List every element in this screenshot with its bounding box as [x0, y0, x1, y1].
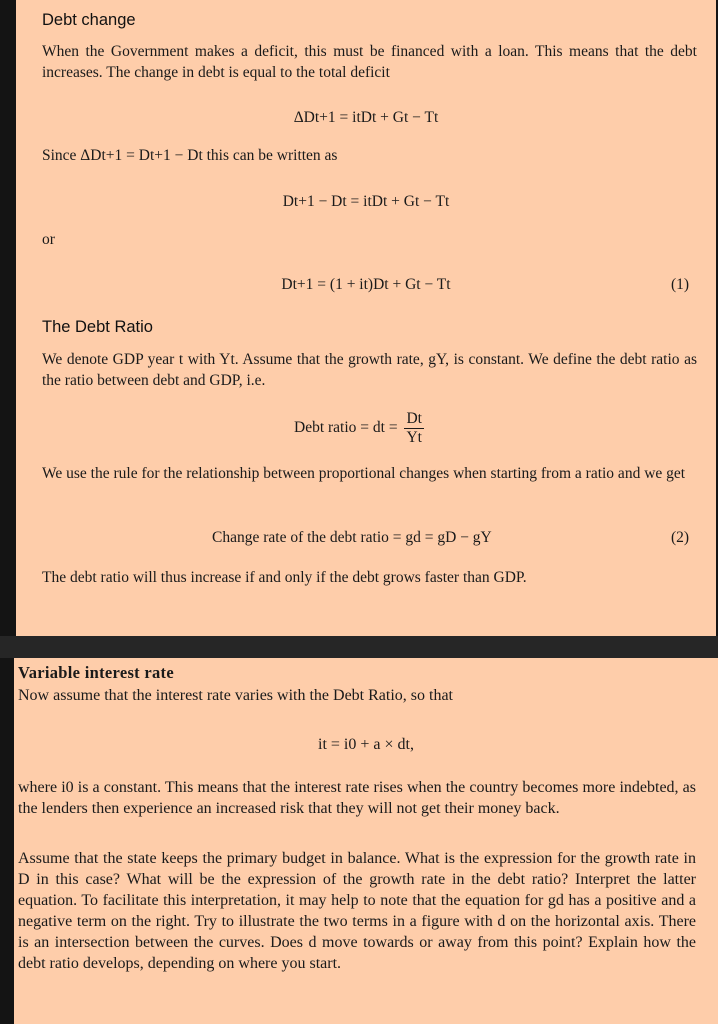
equation-debt-main: Dt+1 = (1 + it)Dt + Gt − Tt: [281, 276, 451, 293]
text-or: or: [42, 231, 55, 248]
page-divider: [0, 636, 718, 658]
lower-page-panel: [14, 658, 718, 1024]
paragraph-debt-change-intro: When the Government makes a deficit, this must be financed with a loan. This means that the debt increases. The change in debt is equal to the total deficit: [42, 43, 697, 81]
paragraph-assignment-question: Assume that the state keeps the primary budget in balance. What is the expression for the growth rate in D in this case? What will be the expression of the growth rate in the debt ratio? Interpret the latter equation. To facilitate this interpretation, it may help to note that the equation for gd has a positive and a negative term on the right. Try to illustrate the two terms in a figure with d on the horizontal axis. There is an intersection between the curves. Does d move towards or away from this point? Explain how the debt ratio develops, depending on where you start.: [18, 850, 696, 972]
fraction-denominator: Yt: [406, 429, 422, 446]
paragraph-proportional-rule: We use the rule for the relationship between proportional changes when starting from a ratio and we get: [42, 465, 686, 482]
section-heading-debt-ratio: The Debt Ratio: [42, 318, 153, 336]
section-heading-variable-interest: Variable interest rate: [18, 663, 174, 682]
equation-delta-debt: ΔDt+1 = itDt + Gt − Tt: [293, 109, 439, 126]
paragraph-constant-explanation: where i0 is a constant. This means that the interest rate rises when the country becomes more indebted, as the lenders then experience an increased risk that they will not get their money back.: [18, 779, 696, 817]
paragraph-debt-ratio-intro: We denote GDP year t with Yt. Assume that the growth rate, gY, is constant. We define the debt ratio as the ratio between debt and GDP, i.e.: [42, 351, 697, 389]
equation-number-2: (2): [671, 529, 690, 546]
equation-change-rate: Change rate of the debt ratio = gd = gD − gY: [212, 529, 492, 546]
equation-debt-difference: Dt+1 − Dt = itDt + Gt − Tt: [282, 193, 450, 210]
equation-debt-ratio-fraction: [404, 410, 424, 447]
equation-debt-ratio: [294, 410, 424, 447]
equation-debt-ratio-label: Debt ratio = dt =: [294, 419, 398, 437]
equation-interest-rate: it = i0 + a × dt,: [318, 736, 414, 753]
paragraph-debt-ratio-conclusion: The debt ratio will thus increase if and only if the debt grows faster than GDP.: [42, 569, 527, 586]
equation-number-1: (1): [671, 276, 690, 293]
fraction-numerator: Dt: [406, 410, 422, 427]
paragraph-variable-interest-intro: Now assume that the interest rate varies with the Debt Ratio, so that: [18, 687, 453, 704]
paragraph-since: Since ΔDt+1 = Dt+1 − Dt this can be written as: [42, 147, 338, 164]
upper-page-panel: [16, 0, 716, 636]
section-heading-debt-change: Debt change: [42, 11, 136, 29]
